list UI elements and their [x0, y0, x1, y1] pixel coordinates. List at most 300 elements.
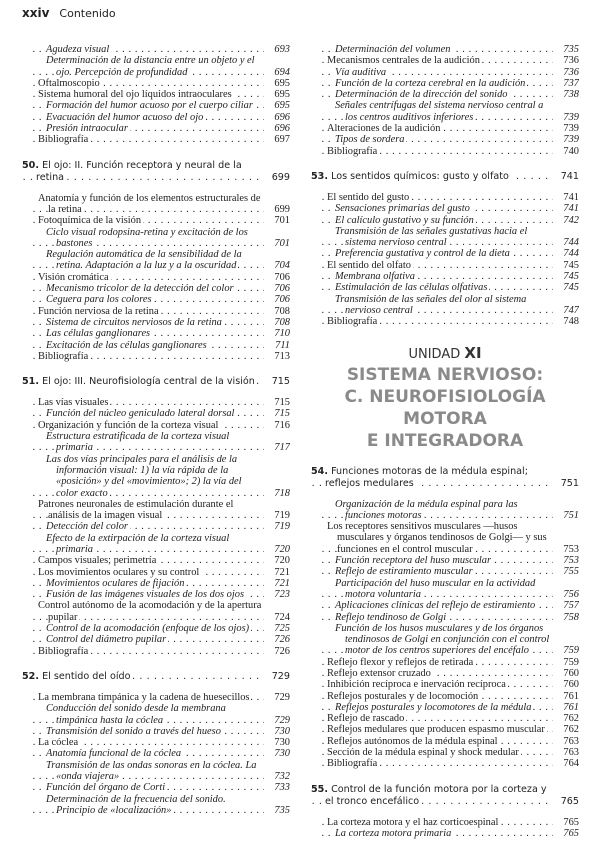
entry-text: Campos visuales; perimetría: [38, 555, 157, 567]
toc-entry: [30, 760, 290, 783]
toc-entry: [30, 521, 290, 532]
page-ref: 696: [274, 123, 290, 135]
entry-text: Reflejo de estiramiento muscular: [335, 566, 473, 578]
entry-title: [327, 691, 480, 702]
entry-title: [46, 123, 130, 134]
entry-title: [311, 171, 511, 182]
entry-text: Transmisión del sonido a través del hueso: [46, 725, 221, 737]
entry-text: Participación del huso muscular en la actividad motora voluntaria: [335, 577, 536, 600]
page-ref: 757: [563, 600, 579, 612]
page-ref: 695: [274, 89, 290, 101]
page-ref: 716: [274, 419, 290, 431]
entry-text: Sensaciones primarias del gusto: [335, 203, 470, 215]
toc-entry: [30, 782, 290, 793]
entry-title: [335, 271, 417, 282]
entry-text: Regulación automática de la sensibilidad de la retina. Adaptación a la luz y a la oscuridad: [46, 249, 242, 272]
entry-title: [335, 612, 448, 623]
toc-entry: [30, 408, 290, 419]
toc-entry: [30, 55, 290, 78]
entry-text: El sentido del oído: [42, 670, 131, 682]
entry-text: Fotoquímica de la visión: [38, 215, 142, 227]
toc-entry: [30, 794, 290, 817]
entry-title: [327, 713, 406, 724]
toc-entry: [319, 89, 579, 100]
page-ref: 719: [274, 510, 290, 522]
toc-entry: [319, 623, 579, 657]
entry-title: [327, 260, 413, 271]
entry-text: Vía auditiva: [335, 66, 387, 78]
page-ref: 726: [274, 645, 290, 657]
entry-text: Los sentidos químicos: gusto y olfato: [331, 170, 509, 182]
toc-entry: [319, 555, 579, 566]
toc-entry: [319, 316, 579, 327]
entry-text: Evacuación del humor acuoso del ojo: [46, 111, 204, 123]
page-ref: 753: [563, 543, 579, 555]
page-ref: 711: [275, 339, 290, 351]
entry-title: [38, 351, 90, 362]
entry-title: [327, 55, 482, 66]
entry-text: Señales centrífugas del sistema nervioso central a los centros auditivos inferiores: [335, 100, 544, 123]
entry-title: [327, 192, 411, 203]
toc-entry: [30, 134, 290, 145]
entry-title: [38, 737, 80, 748]
entry-title: [46, 748, 183, 759]
entry-title: [46, 249, 242, 271]
toc-entry: [319, 123, 579, 134]
chapter-entry: [311, 171, 579, 183]
entry-title: [327, 316, 379, 327]
entry-title: [335, 499, 518, 521]
entry-text: Bibliografía: [38, 134, 89, 146]
toc-entry: [319, 566, 579, 577]
entry-title: [335, 578, 535, 600]
page-ref: 706: [274, 283, 290, 295]
entry-title: [46, 100, 255, 111]
toc-entry: [319, 702, 579, 713]
toc-entry: [319, 828, 579, 839]
chapter-number: 52.: [22, 670, 39, 682]
entry-text: Determinación de la frecuencia del sonido. Principio de «localización»: [46, 793, 226, 816]
page-ref: 729: [274, 691, 290, 703]
page-header: [22, 6, 116, 20]
toc-entry: [30, 397, 290, 408]
entry-text: Conducción del sonido desde la membrana timpánica hasta la cóclea: [46, 703, 226, 726]
toc-entry: [319, 146, 579, 157]
chapter-number: 54.: [311, 465, 328, 477]
entry-text: Función del órgano de Corti: [46, 782, 166, 794]
toc-entry: [30, 454, 290, 499]
entry-title: [335, 600, 537, 611]
entry-text: Sistema humoral del ojo líquidos intraoculares: [38, 89, 232, 101]
page-ref: 759: [563, 645, 579, 657]
entry-text: Agudeza visual: [46, 44, 110, 55]
entry-title: [22, 671, 132, 682]
entry-title: [335, 555, 493, 566]
page-number: xxiv: [22, 6, 50, 20]
page-ref: 701: [274, 237, 290, 249]
page-ref: 741: [563, 191, 579, 203]
toc-entry: [319, 668, 579, 679]
chapter-entry: [22, 160, 290, 184]
chapter-number: 53.: [311, 170, 328, 182]
entry-text: Bibliografía: [327, 316, 378, 328]
entry-text: Bibliografía: [327, 145, 378, 157]
entry-title: [38, 397, 110, 408]
entry-text: Reflejos autónomos de la médula espinal: [327, 735, 498, 747]
unit-title-line: E INTEGRADORA: [366, 430, 524, 451]
toc-entry: [30, 294, 290, 305]
page-ref: 710: [274, 328, 290, 340]
entry-text: Control de la función motora por la corteza y el tronco encefálico: [325, 783, 547, 807]
entry-title: [46, 112, 205, 123]
entry-title: [46, 227, 248, 249]
toc-entry: [30, 44, 290, 55]
entry-text: Reflejos medulares que producen espasmo muscular: [327, 724, 545, 736]
entry-text: Excitación de las células ganglionares: [46, 339, 207, 351]
page-ref: 724: [274, 611, 290, 623]
entry-title: [335, 203, 472, 214]
toc-entry: [30, 703, 290, 726]
entry-text: Funciones motoras de la médula espinal; reflejos medulares: [325, 465, 528, 489]
toc-entry: [30, 317, 290, 328]
page-ref: 721: [274, 577, 290, 589]
page-ref: 760: [563, 667, 579, 679]
entry-title: [46, 431, 229, 453]
page-ref: 741: [560, 170, 579, 182]
chapter-number: 55.: [311, 783, 328, 795]
toc-entry: [319, 271, 579, 282]
entry-text: Las dos vías principales para el análisis de la información visual: 1) la vía rápida de la «posición» y del «movimiento»; 2) la vía del color exacto: [46, 453, 242, 499]
entry-text: Las células ganglionares: [46, 328, 151, 340]
toc-entry: [319, 521, 579, 555]
page-ref: 695: [274, 100, 290, 112]
entry-text: Efecto de la extirpación de la corteza visual primaria: [46, 532, 230, 555]
toc-entry: [319, 657, 579, 668]
toc-entry: [319, 724, 579, 735]
page-ref: 715: [274, 408, 290, 420]
entry-text: La membrana timpánica y la cadena de huesecillos: [38, 691, 250, 703]
entry-title: [46, 283, 236, 294]
entry-text: Reflejos posturales y de locomoción: [327, 690, 479, 702]
page-ref: 736: [563, 55, 579, 67]
toc-entry: [30, 726, 290, 737]
toc-entry: [319, 78, 579, 89]
entry-text: Función nerviosa de la retina: [38, 305, 159, 317]
entry-text: Sección de la médula espinal y shock medular: [327, 747, 519, 759]
page-ref: 763: [563, 747, 579, 759]
toc-entry: [319, 499, 579, 522]
page-ref: 758: [563, 611, 579, 623]
page-ref: 729: [271, 670, 290, 682]
toc-entry: [319, 747, 579, 758]
page-ref: 765: [563, 816, 579, 828]
unit-title-line: C. NEUROFISIOLOGÍA MOTORA: [344, 386, 546, 429]
toc-entry: [30, 748, 290, 759]
entry-text: Función receptora del huso muscular: [335, 555, 492, 567]
page-ref: 721: [274, 566, 290, 578]
page-ref: 701: [274, 215, 290, 227]
entry-text: Control del diámetro pupilar: [46, 634, 167, 646]
entry-title: [311, 784, 547, 807]
entry-title: [335, 226, 527, 248]
entry-text: Los movimientos oculares y su control: [38, 566, 200, 578]
entry-title: [327, 146, 379, 157]
unit-heading: [311, 344, 579, 452]
entry-title: [38, 306, 161, 317]
entry-title: [38, 646, 90, 657]
entry-text: Reflejo tendinoso de Golgi: [335, 611, 447, 623]
entry-text: Sistema de circuitos nerviosos de la retina: [46, 316, 222, 328]
toc-entry: [30, 567, 290, 578]
entry-text: La corteza motora y el haz corticoespinal: [327, 816, 499, 828]
entry-text: Transmisión de las ondas sonoras en la cóclea. La «onda viajera»: [46, 759, 257, 783]
entry-text: El calículo gustativo y su función: [335, 214, 474, 226]
entry-text: Estimulación de las células olfativas: [335, 282, 488, 294]
entry-text: El sentido del gusto: [327, 191, 410, 203]
entry-title: [327, 747, 521, 758]
toc-entry: [30, 737, 290, 748]
toc-entry: [319, 679, 579, 690]
page-ref: 736: [563, 66, 579, 78]
toc-entry: [30, 89, 290, 100]
entry-title: [38, 420, 220, 431]
entry-title: [46, 578, 186, 589]
entry-text: Reflejo extensor cruzado: [327, 667, 431, 679]
entry-title: [38, 555, 158, 566]
toc-entry: [30, 249, 290, 272]
entry-text: Mecanismo tricolor de la detección del color: [46, 283, 234, 295]
entry-title: [46, 55, 255, 77]
entry-title: [335, 134, 406, 145]
toc-entry: [30, 100, 290, 111]
page-ref: 748: [563, 316, 579, 328]
entry-title: [46, 408, 236, 419]
entry-title: [46, 726, 223, 737]
chapter-entry: [311, 466, 579, 490]
page-ref: 719: [274, 521, 290, 533]
page-ref: 733: [274, 782, 290, 794]
unit-label: UNIDAD: [408, 346, 461, 362]
page-ref: 745: [563, 282, 579, 294]
entry-title: [38, 193, 260, 215]
toc-entry: [319, 691, 579, 702]
entry-title: [46, 533, 229, 555]
page-ref: 706: [274, 294, 290, 306]
page-ref: 745: [563, 271, 579, 283]
entry-text: El ojo: III. Neurofisiología central de la visión: [42, 376, 255, 388]
toc-entry: [30, 578, 290, 589]
page-ref: 694: [274, 66, 290, 78]
page-ref: 693: [274, 44, 290, 55]
entry-text: Transmisión de las señales del olor al sistema nervioso central: [335, 293, 527, 316]
page-ref: 697: [274, 134, 290, 146]
entry-title: [38, 78, 102, 89]
entry-text: Movimientos oculares de fijación: [46, 577, 185, 589]
toc-entry: [319, 226, 579, 249]
page-ref: 739: [563, 134, 579, 146]
toc-entry: [319, 203, 579, 214]
page-ref: 720: [274, 555, 290, 567]
toc-entry: [30, 193, 290, 216]
toc-entry: [319, 67, 579, 78]
page-ref: 717: [274, 442, 290, 454]
entry-text: Tipos de sordera: [335, 134, 405, 146]
page-ref: 735: [563, 44, 579, 55]
entry-title: [335, 294, 526, 316]
toc-entry: [319, 758, 579, 769]
entry-text: El sentido del olfato: [327, 259, 411, 271]
page-ref: 708: [274, 316, 290, 328]
entry-text: Formación del humor acuoso por el cuerpo ciliar: [46, 100, 253, 112]
entry-title: [46, 44, 111, 55]
page-ref: 764: [563, 758, 579, 770]
page-ref: 765: [560, 795, 579, 807]
entry-text: Mecanismos centrales de la audición: [327, 55, 480, 67]
entry-text: Oftalmoscopio: [38, 77, 100, 89]
entry-text: Función del núcleo geniculado lateral dorsal: [46, 408, 235, 420]
page-ref: 725: [274, 623, 290, 635]
page-ref: 761: [563, 701, 579, 713]
page-ref: 765: [563, 827, 579, 839]
entry-title: [46, 294, 154, 305]
entry-text: Alteraciones de la audición: [327, 123, 441, 135]
page-ref: 751: [560, 477, 579, 489]
entry-title: [46, 760, 256, 782]
page-ref: 747: [563, 304, 579, 316]
entry-text: Bibliografía: [38, 645, 89, 657]
entry-title: [46, 634, 168, 645]
entry-title: [46, 328, 152, 339]
page-ref: 759: [563, 656, 579, 668]
page-ref: 738: [563, 89, 579, 101]
page-ref: 723: [274, 589, 290, 601]
entry-title: [46, 317, 224, 328]
entry-text: Visión cromática: [38, 271, 109, 283]
chapter-entry: [22, 671, 290, 683]
toc-entry: [30, 78, 290, 89]
entry-title: [335, 623, 549, 657]
toc-left-column: [22, 44, 290, 816]
entry-title: [22, 376, 257, 387]
entry-text: Bibliografía: [327, 758, 378, 770]
page-ref: 696: [274, 111, 290, 123]
entry-title: [335, 67, 388, 78]
entry-title: [327, 657, 475, 668]
page-ref: 741: [563, 203, 579, 215]
entry-title: [327, 668, 433, 679]
page-ref: 744: [563, 248, 579, 260]
toc-entry: [30, 431, 290, 454]
page-ref: 751: [563, 509, 579, 521]
entry-text: El ojo: II. Función receptora y neural de la retina: [36, 159, 242, 183]
toc-entry: [30, 227, 290, 250]
page-ref: 760: [563, 679, 579, 691]
page-ref: 699: [271, 171, 290, 183]
toc-entry: [30, 646, 290, 657]
page-ref: 756: [563, 588, 579, 600]
entry-title: [46, 623, 251, 634]
entry-text: Presión intraocular: [46, 123, 128, 135]
entry-title: [46, 521, 130, 532]
toc-entry: [30, 215, 290, 226]
toc-entry: [30, 351, 290, 362]
entry-text: Preferencia gustativa y control de la dieta: [335, 248, 510, 260]
page-ref: 745: [563, 259, 579, 271]
toc-entry: [319, 215, 579, 226]
running-title: Contenido: [59, 7, 116, 20]
toc-entry: [30, 634, 290, 645]
entry-text: La cóclea: [38, 737, 79, 749]
entry-text: Bibliografía: [38, 350, 89, 362]
unit-title-line: SISTEMA NERVIOSO:: [346, 364, 544, 385]
entry-title: [38, 567, 201, 578]
entry-title: [327, 724, 547, 735]
entry-title: [327, 817, 500, 828]
toc-entry: [30, 306, 290, 317]
page-ref: 730: [274, 737, 290, 749]
entry-text: Determinación de la distancia entre un objeto y el ojo. Percepción de profundidad: [46, 55, 255, 78]
toc-entry: [319, 294, 579, 317]
toc-entry: [319, 282, 579, 293]
entry-title: [38, 215, 143, 226]
toc-entry: [30, 112, 290, 123]
toc-entry: [30, 600, 290, 623]
entry-title: [335, 566, 475, 577]
toc-entry: [319, 44, 579, 55]
entry-title: [46, 703, 226, 725]
entry-title: [335, 248, 512, 259]
page-ref: 729: [274, 714, 290, 726]
entry-text: Inhibición recíproca e inervación recíproca: [327, 679, 506, 691]
toc-entry: [30, 589, 290, 600]
entry-title: [46, 340, 209, 351]
page-ref: 742: [563, 214, 579, 226]
entry-text: Detección del color: [46, 521, 128, 533]
page-ref: 708: [274, 305, 290, 317]
entry-text: Organización y función de la corteza visual: [38, 419, 219, 431]
entry-text: Reflejos posturales y locomotores de la médula: [335, 701, 532, 713]
toc-entry: [30, 623, 290, 634]
page-ref: 753: [563, 555, 579, 567]
page-ref: 730: [274, 725, 290, 737]
entry-text: Determinación de la dirección del sonido: [335, 89, 508, 101]
entry-text: Aplicaciones clínicas del reflejo de estiramiento: [335, 600, 536, 612]
toc-entry: [30, 272, 290, 283]
entry-title: [38, 692, 251, 703]
entry-title: [335, 44, 452, 55]
entry-text: Función de los husos musculares y de los órganos tendinosos de Golgi en conjunción con el control motor de los centros superiores del encéfalo: [335, 622, 550, 657]
entry-text: Anatomía y función de los elementos estructurales de la retina: [38, 192, 261, 215]
toc-entry: [319, 55, 579, 66]
page-ref: 715: [271, 376, 290, 388]
entry-text: Reflejo de rascado: [327, 713, 405, 725]
page-ref: 695: [274, 77, 290, 89]
entry-text: Control autónomo de la acomodación y de la apertura pupilar: [38, 600, 262, 623]
toc-entry: [30, 123, 290, 134]
page-ref: 739: [563, 111, 579, 123]
toc-entry: [30, 499, 290, 522]
entry-title: [335, 282, 489, 293]
toc-entry: [319, 192, 579, 203]
toc-entry: [30, 328, 290, 339]
toc-entry: [319, 736, 579, 747]
entry-title: [46, 589, 246, 600]
entry-text: Control de la acomodación (enfoque de los ojos): [46, 623, 250, 635]
toc-entry: [30, 555, 290, 566]
entry-title: [38, 89, 234, 100]
toc-entry: [30, 420, 290, 431]
entry-text: Anatomía funcional de la cóclea: [46, 748, 182, 760]
